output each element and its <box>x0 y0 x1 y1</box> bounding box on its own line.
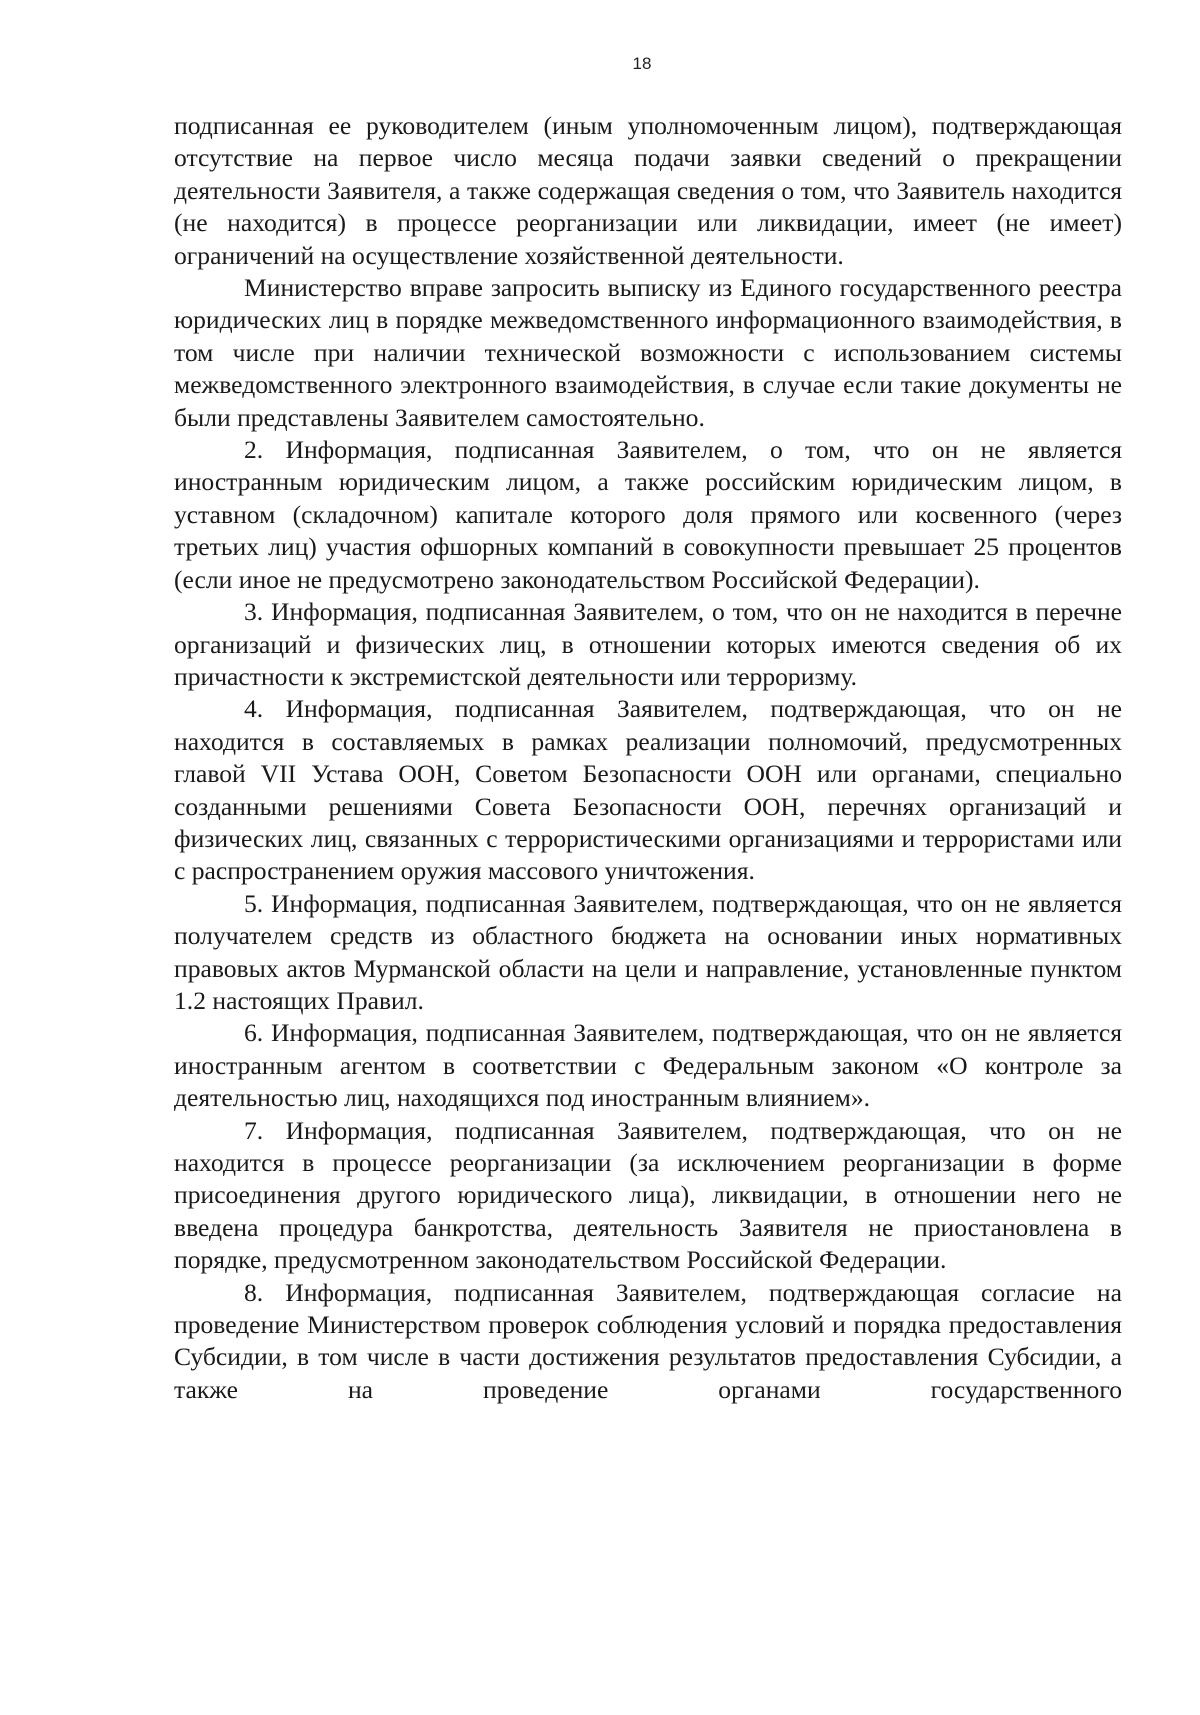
paragraph-item-4: 4. Информация, подписанная Заявителем, подтверждающая, что он не находится в составляемых в рамках реализации полномочий, предусмотренных главой VII Устава ООН, Советом Безопасности ООН или органами, специально созданными решениями Совета Безопасности ООН, перечнях организаций и физических лиц, связанных с террористическими организациями и террористами или с распространением оружия массового уничтожения. <box>174 694 1122 886</box>
paragraph-item-8: 8. Информация, подписанная Заявителем, подтверждающая согласие на проведение Министерством проверок соблюдения условий и порядка предоставления Субсидии, в том числе в части достижения результатов предоставления Субсидии, а также на проведение органами государственного <box>174 1277 1122 1404</box>
paragraph-item-7: 7. Информация, подписанная Заявителем, подтверждающая, что он не находится в процессе реорганизации (за исключением реорганизации в форме присоединения другого юридического лица), ликвидации, в отношении него не введена процедура банкротства, деятельность Заявителя не приостановлена в порядке, предусмотренном законодательством Российской Федерации. <box>174 1115 1122 1275</box>
paragraph-item-6: 6. Информация, подписанная Заявителем, подтверждающая, что он не является иностранным агентом в соответствии с Федеральным законом «О контроле за деятельностью лиц, находящихся под иностранным влиянием». <box>174 1018 1122 1113</box>
paragraph-ministry-request: Министерство вправе запросить выписку из Единого государственного реестра юридических лиц в порядке межведомственного информационного взаимодействия, в том числе при наличии технической возможности с использованием системы межведомственного электронного взаимодействия, в случае если такие документы не были представлены Заявителем самостоятельно. <box>174 273 1122 432</box>
paragraph-item-2: 2. Информация, подписанная Заявителем, о том, что он не является иностранным юридическим лицом, а также российским юридическим лицом, в уставном (складочном) капитале которого доля прямого или косвенного (через третьих лиц) участия офшорных компаний в совокупности превышает 25 процентов (если иное не предусмотрено законодательством Российской Федерации). <box>174 435 1122 594</box>
paragraph-item-3: 3. Информация, подписанная Заявителем, о том, что он не находится в перечне организаций и физических лиц, в отношении которых имеются сведения об их причастности к экстремистской деятельности или терроризму. <box>174 597 1122 691</box>
paragraph-item-5: 5. Информация, подписанная Заявителем, подтверждающая, что он не является получателем средств из областного бюджета на основании иных нормативных правовых актов Мурманской области на цели и направление, установленные пунктом 1.2 настоящих Правил. <box>174 888 1122 1015</box>
paragraph-continuation: подписанная ее руководителем (иным уполномоченным лицом), подтверждающая отсутствие на первое число месяца подачи заявки сведений о прекращении деятельности Заявителя, а также содержащая сведения о том, что Заявитель находится (не находится) в процессе реорганизации или ликвидации, имеет (не имеет) ограничений на осуществление хозяйственной деятельности. <box>174 111 1122 270</box>
page-number: 18 <box>632 54 652 73</box>
document-body <box>174 110 1122 1406</box>
